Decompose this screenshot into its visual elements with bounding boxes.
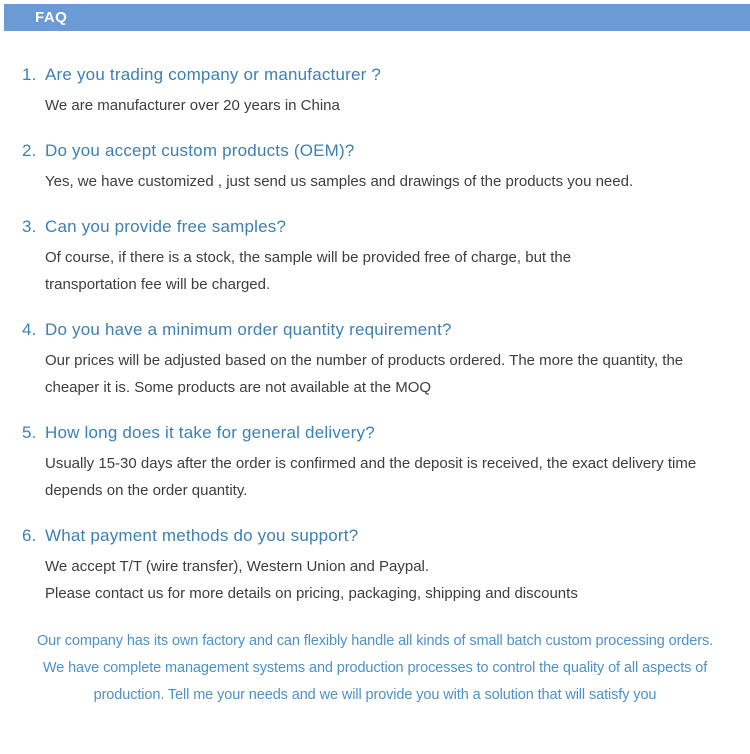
faq-item xyxy=(0,319,750,401)
answer-line: transportation fee will be charged. xyxy=(45,276,271,293)
answer-line: Our prices will be adjusted based on the number of products ordered. The more the quantity, the xyxy=(45,352,684,369)
question-number: 6. xyxy=(22,526,37,545)
faq-question xyxy=(0,422,750,444)
faq-question xyxy=(0,64,750,86)
question-number: 3. xyxy=(22,217,37,236)
question-number: 4. xyxy=(22,320,37,339)
footer-line: Our company has its own factory and can flexibly handle all kinds of small batch custom processing orders. xyxy=(36,633,714,649)
answer-line: We are manufacturer over 20 years in China xyxy=(45,97,340,114)
faq-item xyxy=(0,64,750,119)
answer-line: depends on the order quantity. xyxy=(45,482,248,499)
faq-header-title: FAQ xyxy=(35,9,68,26)
answer-line: cheaper it is. Some products are not available at the MOQ xyxy=(45,379,432,396)
faq-item xyxy=(0,140,750,195)
question-text: How long does it take for general delivery? xyxy=(45,423,375,442)
question-text: What payment methods do you support? xyxy=(45,526,359,545)
faq-question xyxy=(0,140,750,162)
question-number: 2. xyxy=(22,141,37,160)
faq-item xyxy=(0,525,750,607)
question-text: Do you accept custom products (OEM)? xyxy=(45,141,355,160)
question-number: 5. xyxy=(22,423,37,442)
faq-question xyxy=(0,319,750,341)
answer-line: We accept T/T (wire transfer), Western Union and Paypal. xyxy=(45,558,430,575)
faq-item xyxy=(0,422,750,504)
footer-line: production. Tell me your needs and we will provide you with a solution that will satisfy you xyxy=(93,687,657,703)
faq-header-bar xyxy=(4,4,750,31)
answer-line: Please contact us for more details on pricing, packaging, shipping and discounts xyxy=(45,585,578,602)
faq-question xyxy=(0,216,750,238)
faq-question xyxy=(0,525,750,547)
question-text: Are you trading company or manufacturer ? xyxy=(45,65,382,84)
answer-line: Yes, we have customized , just send us samples and drawings of the products you need. xyxy=(45,173,634,190)
faq-item xyxy=(0,216,750,298)
question-text: Can you provide free samples? xyxy=(45,217,287,236)
footer-paragraph xyxy=(0,628,750,709)
answer-line: Usually 15-30 days after the order is confirmed and the deposit is received, the exact delivery time xyxy=(45,455,697,472)
question-number: 1. xyxy=(22,65,37,84)
answer-line: Of course, if there is a stock, the sample will be provided free of charge, but the xyxy=(45,249,572,266)
faq-list xyxy=(0,31,750,607)
question-text: Do you have a minimum order quantity requirement? xyxy=(45,320,452,339)
footer-line: We have complete management systems and production processes to control the quality of all aspects of xyxy=(42,660,708,676)
